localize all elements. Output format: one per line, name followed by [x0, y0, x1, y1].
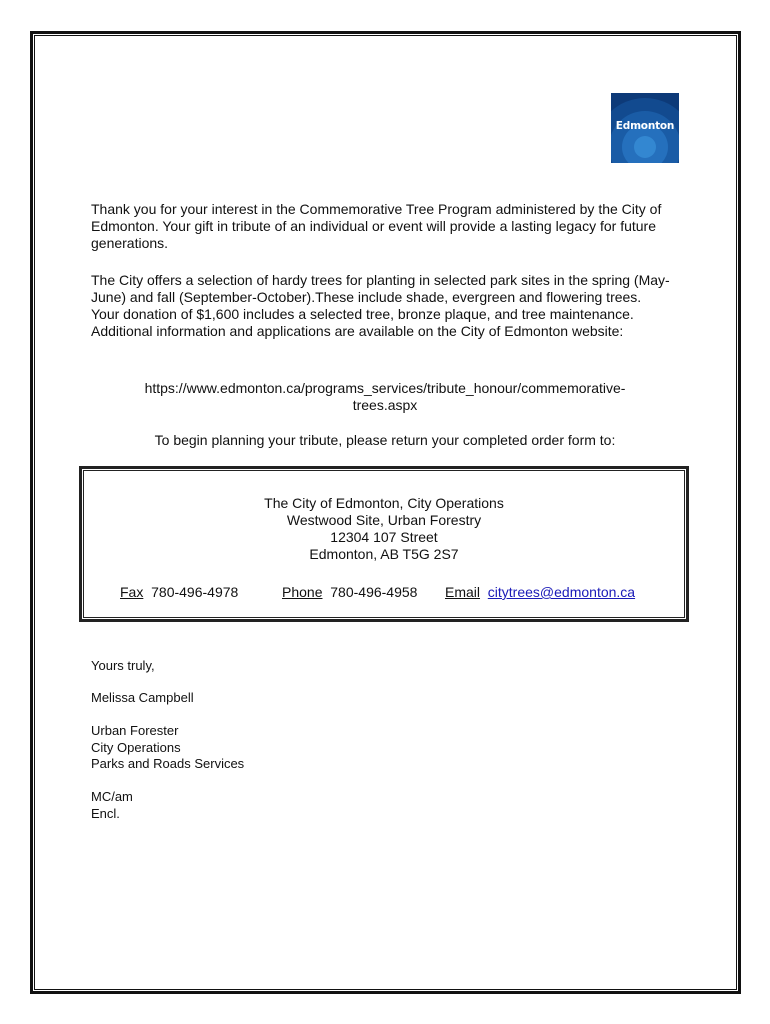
logo-ring-core	[634, 136, 656, 158]
email-label: Email	[445, 584, 481, 600]
phone-label: Phone	[282, 584, 323, 600]
address-line-3: 12304 107 Street	[330, 529, 438, 545]
reference-block	[91, 789, 133, 822]
fax-number: 780-496-4978	[151, 584, 239, 600]
intro-paragraph-2: The City offers a selection of hardy trees for planting in selected park sites in the spring (May-June) and fall (September-October).These include shade, evergreen and flowering trees. Your donation of $1,600 includes a selected tree, bronze plaque, and tree maintenance. Additional information and applications are available on the City of Edmonton website:	[91, 272, 670, 339]
address-line-4: Edmonton, AB T5G 2S7	[309, 546, 459, 562]
reference-initials: MC/am	[91, 789, 133, 804]
return-instruction: To begin planning your tribute, please return your completed order form to:	[154, 432, 616, 448]
logo-text: Edmonton	[615, 120, 675, 132]
phone-contact	[282, 584, 417, 601]
website-url-line-1[interactable]: https://www.edmonton.ca/programs_services/tribute_honour/commemorative-	[144, 380, 626, 396]
address-line-1: The City of Edmonton, City Operations	[264, 495, 504, 511]
website-url[interactable]	[80, 380, 690, 414]
address-box	[79, 466, 689, 622]
intro-paragraph-1: Thank you for your interest in the Commemorative Tree Program administered by the City of Edmonton. Your gift in tribute of an individual or event will provide a lasting legacy for future generations.	[91, 201, 662, 251]
phone-number: 780-496-4958	[330, 584, 418, 600]
fax-label: Fax	[120, 584, 144, 600]
signer-name: Melissa Campbell	[91, 690, 194, 705]
email-link[interactable]: citytrees@edmonton.ca	[487, 584, 636, 600]
email-contact	[445, 584, 635, 601]
signer-branch: Parks and Roads Services	[91, 756, 245, 771]
signer-details	[91, 723, 244, 773]
fax-contact	[120, 584, 238, 601]
mailing-address	[82, 495, 686, 563]
signer-title: Urban Forester	[91, 723, 179, 738]
salutation: Yours truly,	[91, 658, 155, 673]
edmonton-logo	[611, 93, 679, 163]
address-line-2: Westwood Site, Urban Forestry	[286, 512, 482, 528]
website-url-line-2[interactable]: trees.aspx	[352, 397, 418, 413]
signer-department: City Operations	[91, 739, 181, 755]
enclosure-note: Encl.	[91, 805, 120, 821]
